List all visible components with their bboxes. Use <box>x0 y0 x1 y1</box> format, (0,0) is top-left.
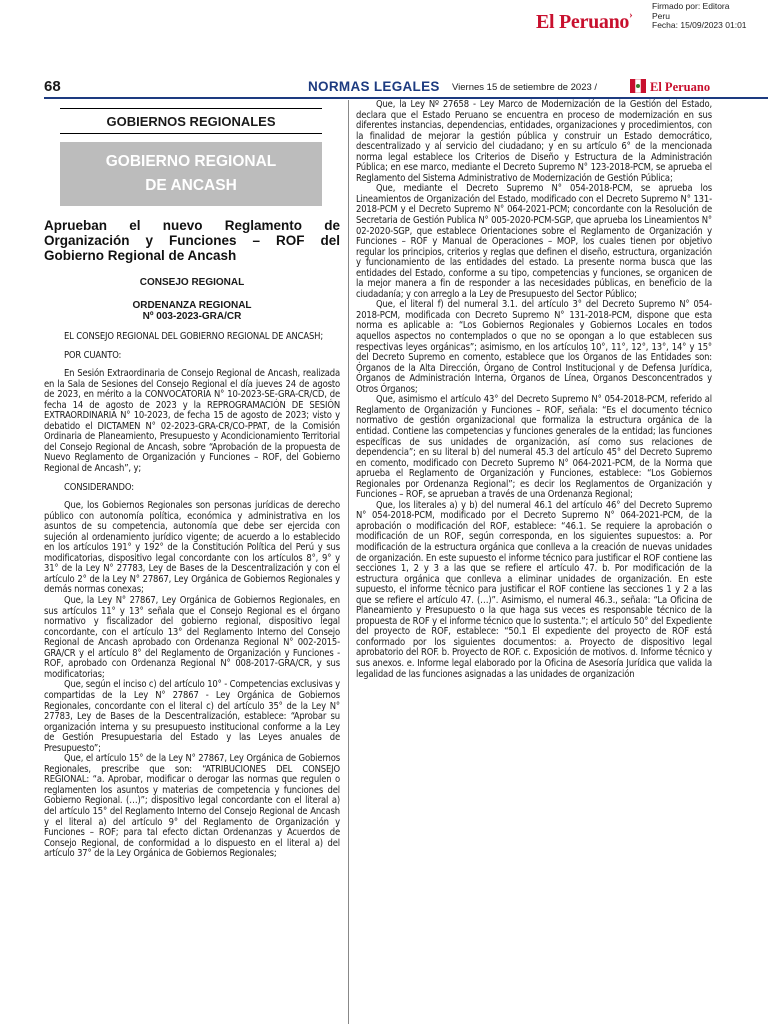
paragraph: Que, los Gobiernos Regionales son personas jurídicas de derecho público con autonomía política, económica y administrativa en los asuntos de su competencia, autonomía que debe ser ejercida con sujeción al ordenamiento jurídico vigente; de acuerdo a lo establecido en los artículos 191° y 192° de la Constitución Política del Perú y sus modificatorias, dispositivo legal concordante con los artículos 8°, 9° y 31° de la Ley N° 27783, Ley de Bases de la Descentralización y con el artículo 2° de la Ley N° 27867, Ley Orgánica de Gobiernos Regionales y demás normas conexas; <box>44 500 340 596</box>
paragraph: Que, asimismo el artículo 43° del Decreto Supremo N° 054-2018-PCM, referido al Reglamento de Organización y Funciones – ROF, señala: “Es el documento técnico normativo de gestión organizacional que formaliza la estructura orgánica de la entidad. Contiene las competencias y funciones generales de la entidad; las funciones específicas de sus unidades de organización, así como sus relaciones de dependencia”; en su literal b) del numeral 45.3 del artículo 45° del Decreto Supremo en comento, modificado con Decreto Supremo N° 064-2021-PCM, de la Norma que aprueba el Reglamento de Organización y Funciones, establece: “Los Gobiernos Regionales por Ordenanza Regional”; es decir los Reglamentos de Organización y Funciones – ROF, se aprueban a través de una Ordenanza Regional; <box>356 394 712 501</box>
paragraph: Que, el literal f) del numeral 3.1. del artículo 3° del Decreto Supremo N° 054-2018-PCM, modificada con Decreto Supremo N° 131-2018-PCM, dispone que esta norma es aplicable a: “Los Gobiernos Regionales y Gobiernos Locales en todos aquellos aspectos no contemplados o que no se opongan a lo que establecen sus respectivas leyes orgánicas”; asimismo, en los artículos 10°, 11°, 12°, 13°, 14° y 15° del Decreto Supremo en comento, establece que los Órganos de las Entidades son: Órganos de la Alta Dirección, Órgano de Control Institucional y de Defensa Jurídica, Órganos de Administración Interna, Órganos de Línea, Órganos Desconcentrados y Otros Órganos; <box>356 299 712 395</box>
publication-date: Viernes 15 de setiembre de 2023 / <box>452 82 598 93</box>
logo-chevron-icon: › <box>629 9 633 21</box>
signature-logo <box>536 11 633 34</box>
page-header <box>44 76 768 98</box>
ordinance-number: Nº 003-2023-GRA/CR <box>142 311 242 322</box>
peru-shield-icon <box>630 79 646 93</box>
paragraph: Que, mediante el Decreto Supremo N° 054-2018-PCM, se aprueba los Lineamientos de Organización del Estado, modificado con el Decreto Supremo N° 131-2018-PCM y el Decreto Supremo N° 064-2021-PCM; concordante con la Resolución de Secretaria de Gestión Publica N° 005-2020-PCM-SGP, que aprueba los Lineamientos N° 02-2020-SGP, que establece Orientaciones sobre el Reglamento de Organización y Funciones – ROF y Manual de Operaciones – MOP, los cuales tienen por objetivo regular los principios, criterios y reglas que definen el diseño, estructura, organización y funcionamiento de las entidades del estado. La presente norma busca que las entidades del Estado, conforme a su tipo, competencias y funciones, se organicen de la mejor manera a fin de responder a las necesidades públicas, en beneficio de la ciudadanía; y con arreglo a la Ley de Presupuesto del Sector Público; <box>356 183 712 300</box>
paragraph: Que, según el inciso c) del artículo 10° - Competencias exclusivas y compartidas de la Ley N° 27867 - Ley Orgánica de Gobiernos Regionales, concordante con el literal c) del artículo 35° de la Ley N° 27783, Ley de Bases de la Descentralización, establece: “Aprobar su organización interna y su presupuesto institucional conforme a la Ley de Gestión Presupuestaria del Estado y las Leyes anuales de Presupuesto”; <box>44 679 340 754</box>
signature-line: Firmado por: Editora <box>652 1 730 11</box>
paragraph: Que, la Ley N° 27867, Ley Orgánica de Gobiernos Regionales, en sus artículos 11° y 13° señala que el Consejo Regional es el órgano normativo y fiscalizador del gobierno regional, dispositivo legal concordante, con el artículo 13° del Reglamento Interno del Consejo Regional de Ancash aprobado con Ordenanza Regional N° 002-2015-GRA/CR y el artículo 8° del Reglamento de Organización y Funciones - ROF, aprobado con Ordenanza Regional N° 008-2017-GRA/CR, y sus modificatorias; <box>44 595 340 680</box>
right-column <box>356 100 712 680</box>
signature-line: Fecha: 15/09/2023 01:01 <box>652 20 747 30</box>
paragraph: En Sesión Extraordinaria de Consejo Regional de Ancash, realizada en la Sala de Sesiones del Consejo Regional el día jueves 24 de agosto de 2023, en mérito a la CONVOCATORIA N° 10-2023-SE-GRA-CR/CD, de fecha 14 de agosto de 2023 y la REPROGRAMACIÓN DE SESIÓN EXTRAORDINARIA N° 10-2023, de fecha 15 de agosto de 2023; visto y debatido el DICTAMEN N° 02-2023-GRA-CR/CO-PPAT, de la Comisión Ordinaria de Planeamiento, Presupuesto y Acondicionamiento Territorial del Consejo Regional de Ancash, sobre “Aprobación de la propuesta de Nuevo Reglamento de Organización y Funciones – ROF, del Gobierno Regional de Ancash”, y; <box>44 368 340 475</box>
council-heading: CONSEJO REGIONAL <box>139 277 245 288</box>
paragraph: EL CONSEJO REGIONAL DEL GOBIERNO REGIONAL DE ANCASH; <box>64 331 324 342</box>
paragraph: Que, la Ley Nº 27658 - Ley Marco de Modernización de la Gestión del Estado, declara que el Estado Peruano se encuentra en proceso de modernización en sus diferentes instancias, dependencias, entidades, organizaciones y procedimientos, con la finalidad de mejorar la gestión pública y construir un Estado democrático, descentralizado y al servicio del ciudadano; y en su artículo 6° de la mencionada norma legal establece los Criterios de Diseño y Estructura de la Administración Pública; en ese marco, mediante el Decreto Supremo N° 123-2018-PCM, se aprueba el Reglamento del Sistema Administrativo de Modernización de Gestión Pública; <box>356 99 712 184</box>
government-banner <box>60 142 322 206</box>
column-divider <box>348 100 349 1024</box>
header-brand: El Peruano <box>650 80 711 94</box>
digital-signature <box>536 2 768 38</box>
paragraph: Que, los literales a) y b) del numeral 46.1 del artículo 46° del Decreto Supremo N° 054-2018-PCM, modificado por el Decreto Supremo N° 064-2021-PCM, de la aprobación o modificación del ROF, establece: “46.1. Se requiere la aprobación o modificación de un ROF, según corresponda, en los siguientes supuestos: a. Por modificación de la estructura orgánica que conlleva a la creación de nuevas unidades de organización. En este supuesto el informe técnico para justificar el ROF contiene las secciones 1, 2 y 3 a las que se refiere el artículo 47. b. Por modificación de la estructura orgánica que conlleva a eliminar unidades de organización. En este supuesto, el informe técnico para justificar el ROF contiene las secciones 1 y 2 a las que se refiere el artículo 47. (…)”. Asimismo, el numeral 46.3., señala: “La Oficina de Planeamiento y Presupuesto o la que haga sus veces es responsable técnico de la propuesta de ROF y el informe técnico que lo sustenta.”; el artículo 50° del Expediente del proyecto de ROF, establece: “50.1 El expediente del proyecto de ROF está conformado por los siguientes documentos: a. Proyecto de dispositivo legal aprobatorio del ROF. b. Proyecto de ROF. c. Exposición de motivos. d. Informe técnico y sus anexos. e. Informe legal elaborado por la Oficina de Asesoría Jurídica que valida la legalidad de las funciones asignadas a las unidades de organización <box>356 499 712 680</box>
government-banner-line: GOBIERNO REGIONAL <box>105 153 277 170</box>
signature-logo-text: El Peruano <box>536 11 630 33</box>
article-title: Aprueban el nuevo Reglamento de Organización y Funciones – ROF del Gobierno Regional de Ancash <box>44 218 340 263</box>
section-title: GOBIERNOS REGIONALES <box>60 108 322 134</box>
government-banner-line: DE ANCASH <box>145 177 237 194</box>
signature-line: Peru <box>652 10 670 21</box>
page-number: 68 <box>44 78 61 95</box>
left-column <box>44 100 340 860</box>
section-name: NORMAS LEGALES <box>308 79 440 94</box>
paragraph: Que, el artículo 15° de la Ley N° 27867, Ley Orgánica de Gobiernos Regionales, prescribe que son: “ATRIBUCIONES DEL CONSEJO REGIONAL: “a. Aprobar, modificar o derogar las normas que regulen o reglamenten los asuntos y materias de competencia y funciones del Gobierno Regional. (…)”; dispositivo legal concordante con el literal a) del artículo 15° del Reglamento Interno del Consejo Regional de Ancash y el literal a) del artículo 9° del Reglamento de Organización y Funciones – ROF; para tal efecto dictan Ordenanzas y Acuerdos de Consejo Regional, de conformidad a lo dispuesto en el literal a) del artículo 37° de la Ley Orgánica de Gobiernos Regionales; <box>44 753 340 860</box>
signature-text <box>652 2 747 31</box>
ordinance-heading: ORDENANZA REGIONAL <box>132 300 252 311</box>
paragraph: CONSIDERANDO: <box>64 481 134 493</box>
paragraph: POR CUANTO: <box>64 349 122 361</box>
